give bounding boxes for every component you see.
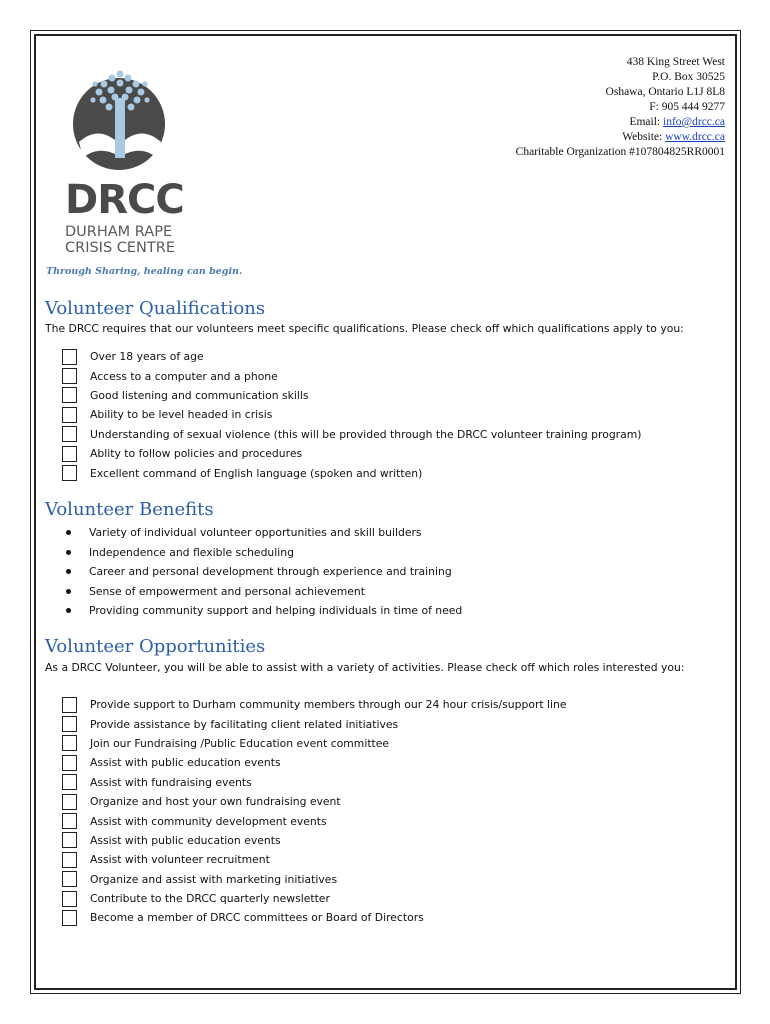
tagline: Through Sharing, healing can begin. [46,266,243,277]
list-item-label: Provide assistance by facilitating client related initiatives [90,717,399,731]
list-item-label: Career and personal development through experience and training [89,565,452,579]
website-label: Website: [622,131,666,143]
list-item [62,831,567,850]
list-item [66,543,462,563]
list-item-label: Assist with public education events [90,833,281,847]
benefits-list [66,523,462,621]
opportunity-checkbox[interactable] [62,794,77,810]
benefits-title: Volunteer Benefits [45,499,214,520]
qualifications-title: Volunteer Qualifications [45,298,266,319]
opportunity-checkbox[interactable] [62,735,77,751]
qualification-checkbox[interactable] [62,426,77,442]
address-fax: F: 905 444 9277 [649,101,725,113]
list-item-label: Access to a computer and a phone [90,369,278,383]
list-item-label: Organize and host your own fundraising event [90,795,341,809]
opportunity-checkbox[interactable] [62,813,77,829]
list-item [66,562,462,582]
list-item-label: Sense of empowerment and personal achievement [89,584,365,598]
opportunity-checkbox[interactable] [62,774,77,790]
list-item [62,463,641,482]
opportunity-checkbox[interactable] [62,697,77,713]
bullet-icon [66,569,71,574]
opportunity-checkbox[interactable] [62,716,77,732]
logo-line-3: CRISIS CENTRE [65,240,175,256]
qualification-checkbox[interactable] [62,349,77,365]
qualifications-list [62,347,641,483]
qualification-checkbox[interactable] [62,368,77,384]
list-item-label: Become a member of DRCC committees or Board of Directors [90,911,424,925]
list-item-label: Providing community support and helping individuals in time of need [89,604,463,618]
address-street: 438 King Street West [626,56,725,68]
opportunities-list [62,695,567,928]
qualification-checkbox[interactable] [62,465,77,481]
opportunity-checkbox[interactable] [62,852,77,868]
list-item [62,347,641,366]
list-item [62,870,567,889]
address-email-row [516,115,725,130]
list-item-label: Provide support to Durham community members through our 24 hour crisis/support line [90,698,567,712]
list-item-label: Good listening and communication skills [90,388,309,402]
address-charity: Charitable Organization #107804825RR0001 [515,146,725,158]
list-item-label: Assist with fundraising events [90,775,252,789]
list-item [62,850,567,869]
list-item [62,889,567,908]
email-link[interactable]: info@drcc.ca [663,116,725,128]
list-item [66,601,462,621]
qualifications-intro: The DRCC requires that our volunteers meet specific qualifications. Please check off which qualifications apply to you: [45,322,684,335]
address-website-row [516,130,725,145]
bullet-icon [66,530,71,535]
list-item [62,714,567,733]
list-item [62,425,641,444]
list-item [62,444,641,463]
email-label: Email: [629,116,663,128]
qualification-checkbox[interactable] [62,407,77,423]
opportunities-title: Volunteer Opportunities [45,636,266,657]
address-block [516,55,725,160]
list-item [62,366,641,385]
list-item-label: Independence and flexible scheduling [89,545,294,559]
list-item-label: Excellent command of English language (spoken and written) [90,466,423,480]
list-item-label: Over 18 years of age [90,350,204,364]
logo-line-2: DURHAM RAPE [65,224,173,240]
qualification-checkbox[interactable] [62,446,77,462]
address-po-box: P.O. Box 30525 [652,71,725,83]
list-item-label: Assist with volunteer recruitment [90,853,270,867]
list-item-label: Ability to be level headed in crisis [90,408,273,422]
list-item-label: Assist with community development events [90,814,327,828]
list-item-label: Contribute to the DRCC quarterly newsletter [90,892,330,906]
list-item [66,582,462,602]
logo-drcc-text: DRCC [65,177,184,223]
qualification-checkbox[interactable] [62,387,77,403]
list-item-label: Understanding of sexual violence (this will be provided through the DRCC volunteer training program) [90,427,642,441]
bullet-icon [66,608,71,613]
list-item [62,773,567,792]
website-link[interactable]: www.drcc.ca [665,131,725,143]
opportunity-checkbox[interactable] [62,891,77,907]
list-item [62,386,641,405]
opportunities-intro: As a DRCC Volunteer, you will be able to assist with a variety of activities. Please check off which roles interested you: [45,661,685,674]
opportunity-checkbox[interactable] [62,910,77,926]
list-item-label: Join our Fundraising /Public Education event committee [90,736,390,750]
list-item-label: Assist with public education events [90,756,281,770]
list-item [62,811,567,830]
list-item-label: Organize and assist with marketing initiatives [90,872,338,886]
list-item [66,523,462,543]
list-item [62,405,641,424]
drcc-logo [57,62,197,270]
list-item-label: Ablity to follow policies and procedures [90,447,303,461]
opportunity-checkbox[interactable] [62,871,77,887]
bullet-icon [66,550,71,555]
opportunity-checkbox[interactable] [62,832,77,848]
list-item [62,753,567,772]
address-city: Oshawa, Ontario L1J 8L8 [605,86,725,98]
list-item [62,734,567,753]
bullet-icon [66,589,71,594]
list-item [62,792,567,811]
list-item [62,908,567,927]
list-item-label: Variety of individual volunteer opportunities and skill builders [89,526,422,540]
opportunity-checkbox[interactable] [62,755,77,771]
list-item [62,695,567,714]
